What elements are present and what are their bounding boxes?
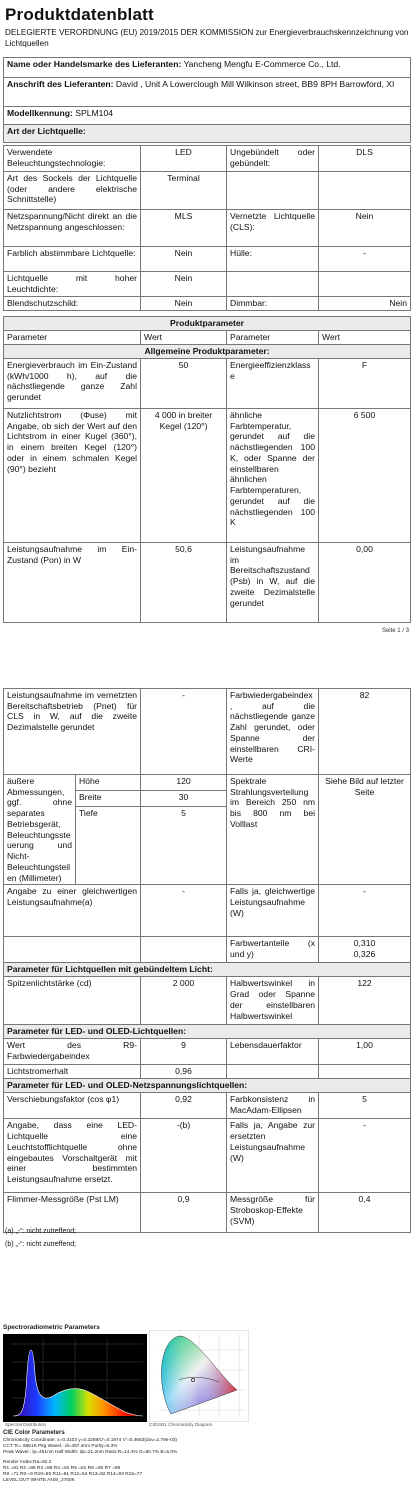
col-value-1: Wert xyxy=(141,331,227,345)
footnote-a: (a) „-“: nicht zutreffend; xyxy=(5,1228,77,1235)
fluorescent-replacement-label: Angabe, dass eine LED-Lichtquelle eine Leuchtstofflichtquelle ohne eingebautes Vorschaltgerät mit einer bestimmten Leistungsaufnahme ersetzt. xyxy=(4,1119,141,1193)
peak-intensity-label: Spitzenlichtstärke (cd) xyxy=(4,977,141,1025)
col-parameter-2: Parameter xyxy=(227,331,319,345)
cie-diagram-caption: CIE1931 Chromaticity Diagram xyxy=(149,1422,213,1427)
tunable-value: Nein xyxy=(141,247,227,272)
flicker-value: 0,9 xyxy=(141,1193,227,1233)
standby-power-value: 0,00 xyxy=(319,543,411,623)
page-2 xyxy=(0,688,413,1500)
dimmable-value: Nein xyxy=(319,297,411,311)
supplier-name-cell xyxy=(4,58,411,78)
page-title: Produktdatenblatt xyxy=(5,5,154,24)
on-mode-power-label: Leistungsaufnahme im Ein-Zustand (Pon) in W xyxy=(4,543,141,623)
regulation-subtitle: DELEGIERTE VERORDNUNG (EU) 2019/2015 DER KOMMISSION zur Energieverbrauchskennzeichnung von Lichtquellen xyxy=(5,28,409,48)
fluorescent-replacement-value: -(b) xyxy=(141,1119,227,1193)
supplier-name-label: Name oder Handelsmarke des Lieferanten: xyxy=(7,59,182,69)
model-value: SPLM104 xyxy=(75,108,114,118)
cap-type-label: Art des Sockels der Lichtquelle (oder andere elektrische Schnittstelle) xyxy=(4,172,141,210)
chromaticity-value xyxy=(319,937,411,963)
beam-angle-label: Halbwertswinkel in Grad oder Spanne der einstellbaren Halbwertswinkel xyxy=(227,977,319,1025)
supplier-address-cell xyxy=(4,78,411,107)
high-luminance-label: Lichtquelle mit hoher Leuchtdichte: xyxy=(4,272,141,297)
product-parameters-heading: Produktparameter xyxy=(4,317,411,331)
peak-intensity-value: 2 000 xyxy=(141,977,227,1025)
stroboscopic-value: 0,4 xyxy=(319,1193,411,1233)
cie-parameters-title: CIE Color Parameters xyxy=(3,1430,65,1436)
light-source-type-table xyxy=(3,145,411,311)
chromaticity-x-value: 0,310 xyxy=(353,938,376,949)
envelope-value: - xyxy=(319,247,411,272)
depth-label: Tiefe xyxy=(76,807,141,885)
col-value-2: Wert xyxy=(319,331,411,345)
spectro-title: Spectroradiometric Parameters xyxy=(3,1324,100,1331)
standby-power-label: Leistungsaufnahme im Bereitschaftszustand (Psb) in W, auf die zweite Dezimalstelle gerundet xyxy=(227,543,319,623)
cri-value: 82 xyxy=(319,689,411,775)
height-label: Höhe xyxy=(76,775,141,791)
r9-value: 9 xyxy=(141,1039,227,1065)
parameters-continued-table xyxy=(3,688,411,1233)
width-value: 30 xyxy=(141,791,227,807)
anti-glare-label: Blendschutzschild: xyxy=(4,297,141,311)
render-values-line-1: R1 =81 R2 =86 R3 =88 R4 =82 R5 =81 R6 =80 R7 =88 xyxy=(3,1466,121,1471)
dimensions-label: äußere Abmessungen, ggf. ohne separates Betriebsgerät, Beleuchtungssteuerung und Nicht-Beleuchtungsteilen (Millimeter) xyxy=(4,775,76,885)
lumen-maintenance-value: 0,96 xyxy=(141,1065,227,1079)
high-luminance-value: Nein xyxy=(141,272,227,297)
directional-label: Ungebündelt oder gebündelt: xyxy=(227,146,319,172)
r9-label: Wert des R9-Farbwiedergabeindex xyxy=(4,1039,141,1065)
cls-label: Vernetzte Lichtquelle (CLS): xyxy=(227,210,319,247)
replaced-power-value: - xyxy=(319,1119,411,1193)
mains-label: Netzspannung/Nicht direkt an die Netzspannung angeschlossen: xyxy=(4,210,141,247)
cls-value: Nein xyxy=(319,210,411,247)
supplier-name-value: Yancheng Mengfu E-Commerce Co., Ltd. xyxy=(183,59,341,69)
directional-value: DLS xyxy=(319,146,411,172)
mains-led-heading: Parameter für LED- und OLED-Netzspannungslichtquellen: xyxy=(4,1079,411,1093)
general-parameters-heading: Allgemeine Produktparameter: xyxy=(4,345,411,359)
peak-wavelength-line: Peak Wavel.: lp=451nm Half Width: dp=21.2nm Ratio:R=14.4% G=80.7% B=5.0% xyxy=(3,1450,178,1455)
energy-consumption-value: 50 xyxy=(141,359,227,409)
depth-value: 5 xyxy=(141,807,227,885)
color-consistency-label: Farbkonsistenz in MacAdam-Ellipsen xyxy=(227,1093,319,1119)
cap-type-value: Terminal xyxy=(141,172,227,210)
displacement-factor-label: Verschiebungsfaktor (cos φ1) xyxy=(4,1093,141,1119)
luminous-flux-label: Nutzlichtstrom (Φuse) mit Angabe, ob sich der Wert auf den Lichtstrom in einer Kugel (360°), in einem breiten Kegel (120°) oder in einem schmalen Kegel (90°) bezieht xyxy=(4,409,141,543)
technology-label: Verwendete Beleuchtungstechnologie: xyxy=(4,146,141,172)
spectral-distribution-label: Spektrale Strahlungsverteilung im Bereich 250 nm bis 800 nm bei Volllast xyxy=(227,775,319,885)
width-label: Breite xyxy=(76,791,141,807)
energy-class-label: Energieeffizienzklasse xyxy=(227,359,319,409)
mains-value: MLS xyxy=(141,210,227,247)
envelope-label: Hülle: xyxy=(227,247,319,272)
level-line: LEVEL:OUT WHITE ANSI_2700K xyxy=(3,1478,75,1483)
supplier-table xyxy=(3,57,411,143)
led-oled-heading: Parameter für LED- und OLED-Lichtquellen: xyxy=(4,1025,411,1039)
height-value: 120 xyxy=(141,775,227,791)
dimmable-label: Dimmbar: xyxy=(227,297,319,311)
survival-factor-label: Lebensdauerfaktor xyxy=(227,1039,319,1065)
anti-glare-value: Nein xyxy=(141,297,227,311)
tunable-label: Farblich abstimmbare Lichtquelle: xyxy=(4,247,141,272)
networked-standby-value: - xyxy=(141,689,227,775)
spectral-distribution-value: Siehe Bild auf letzter Seite xyxy=(319,775,411,885)
bundled-light-heading: Parameter für Lichtquellen mit gebündeltem Licht: xyxy=(4,963,411,977)
survival-factor-value: 1,00 xyxy=(319,1039,411,1065)
technology-value: LED xyxy=(141,146,227,172)
spectroradiometric-report xyxy=(3,1324,411,1496)
light-source-type-heading: Art der Lichtquelle: xyxy=(4,125,411,143)
cri-label: Farbwiedergabeindex, auf die nächstliegende ganze Zahl gerundet, oder Spanne der einstellbaren CRI-Werte xyxy=(227,689,319,775)
spectral-distribution-graph xyxy=(3,1334,147,1422)
equivalent-power-claim-value: - xyxy=(141,885,227,937)
product-parameters-table xyxy=(3,316,411,623)
energy-consumption-label: Energieverbrauch im Ein-Zustand (kWh/1000 h), auf die nächstliegende ganze Zahl gerundet xyxy=(4,359,141,409)
replaced-power-label: Falls ja, Angabe zur ersetzten Leistungsaufnahme (W) xyxy=(227,1119,319,1193)
chromaticity-y-value: 0,326 xyxy=(353,949,376,960)
page-1 xyxy=(0,0,413,640)
cie-chromaticity-diagram xyxy=(149,1330,249,1422)
equivalent-power-value: - xyxy=(319,885,411,937)
stroboscopic-label: Messgröße für Stroboskop-Effekte (SVM) xyxy=(227,1193,319,1233)
supplier-address-value: David , Unit A Lowerclough Mill Wilkinson street, BB9 8PH Barrowford, XI xyxy=(115,79,395,89)
beam-angle-value: 122 xyxy=(319,977,411,1025)
chromaticity-coordinate-line: Chromaticity Coordinate: x=0.3103 y=0.3259/U'=0.1974 V'=0.4663(duv=2.78e-03) xyxy=(3,1438,177,1443)
networked-standby-label: Leistungsaufnahme im vernetzten Bereitschaftsbetrieb (Pnet) für CLS in W, auf die zweite Dezimalstelle gerundet xyxy=(4,689,141,775)
model-label: Modellkennung: xyxy=(7,108,73,118)
equivalent-power-label: Falls ja, gleichwertige Leistungsaufnahme (W) xyxy=(227,885,319,937)
supplier-address-label: Anschrift des Lieferanten: xyxy=(7,79,114,89)
energy-class-value: F xyxy=(319,359,411,409)
chromaticity-label: Farbwertanteile (x und y) xyxy=(227,937,319,963)
render-index-line: Render Index:Ra=82.2 xyxy=(3,1460,52,1465)
render-values-line-2: R8 =71 R9 =9 R10=65 R11=81 R12=54 R13=82 R14=93 R15=77 xyxy=(3,1472,143,1477)
color-consistency-value: 5 xyxy=(319,1093,411,1119)
col-parameter-1: Parameter xyxy=(4,331,141,345)
luminous-flux-value: 4 000 in breiter Kegel (120°) xyxy=(141,409,227,543)
cct-line: CCT Tc= 6651K Pkg Wavel.: dl=487.4nm Purity=6.3% xyxy=(3,1444,118,1449)
cct-value: 6 500 xyxy=(319,409,411,543)
displacement-factor-value: 0,92 xyxy=(141,1093,227,1119)
spectral-distribution-caption: Spectral Distribution xyxy=(5,1422,47,1427)
model-cell xyxy=(4,107,411,125)
on-mode-power-value: 50,6 xyxy=(141,543,227,623)
flicker-label: Flimmer-Messgröße (Pst LM) xyxy=(4,1193,141,1233)
page-number: Seite 1 / 3 xyxy=(381,628,409,634)
equivalent-power-claim-label: Angabe zu einer gleichwertigen Leistungsaufnahme(a) xyxy=(4,885,141,937)
cct-label: ähnliche Farbtemperatur, gerundet auf die nächstliegenden 100 K, oder Spanne der einstellbaren ähnlichen Farbtemperaturen, gerundet auf die nächstliegenden 100 K xyxy=(227,409,319,543)
footnote-b: (b) „-“: nicht zutreffend; xyxy=(5,1241,77,1248)
lumen-maintenance-label: Lichtstromerhalt xyxy=(4,1065,141,1079)
